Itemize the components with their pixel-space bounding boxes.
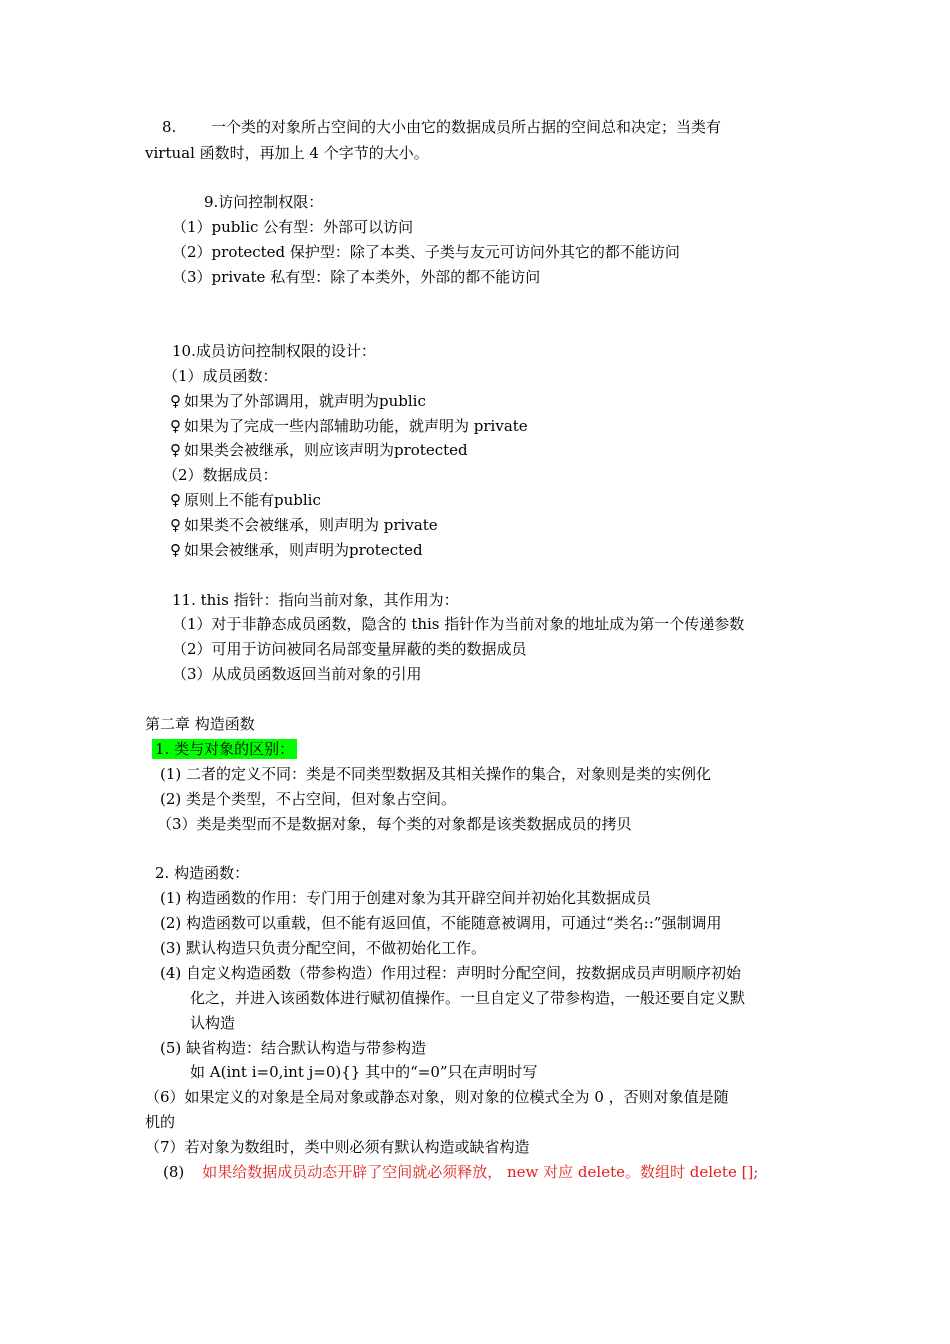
chapter-2-part-1-item: (1) 二者的定义不同：类是不同类型数据及其相关操作的集合，对象则是类的实例化 [160,765,712,783]
section-9-item: （3）private 私有型：除了本类外，外部的都不能访问 [172,268,541,286]
bullet-icon: ♀ [170,392,181,410]
list-item-text: 如果类不会被继承，则声明为 private [184,516,438,534]
code-example: 如 A(int i=0,int j=0){} 其中的“=0”只在声明时写 [190,1063,538,1081]
section-10-title: 10.成员访问控制权限的设计： [172,342,376,360]
list-item [170,490,321,510]
list-item [170,391,426,411]
section-10-subheading-member-functions: （1）成员函数： [163,367,278,385]
list-item-text: 如果类会被继承，则应该声明为protected [184,441,468,459]
bullet-icon: ♀ [170,491,181,509]
section-9-item: （2）protected 保护型：除了本类、子类与友元可访问外其它的都不能访问 [172,243,680,261]
chapter-2-part-2-heading: 2. 构造函数： [155,864,250,882]
section-9-title: 9.访问控制权限： [204,193,324,211]
red-warning-text: 如果给数据成员动态开辟了空间就必须释放， new 对应 delete。数组时 delete []; [202,1163,759,1181]
bullet-icon: ♀ [170,417,181,435]
section-11-item: （2）可用于访问被同名局部变量屏蔽的类的数据成员 [172,640,527,658]
section-11-item: （3）从成员函数返回当前对象的引用 [172,665,422,683]
list-item-text: 如果会被继承，则声明为protected [184,541,423,559]
chapter-2-part-1-item: (2) 类是个类型，不占空间，但对象占空间。 [160,790,457,808]
list-item [170,515,438,535]
chapter-2-part-2-item: (1) 构造函数的作用：专门用于创建对象为其开辟空间并初始化其数据成员 [160,889,652,907]
section-11-item: （1）对于非静态成员函数，隐含的 this 指针作为当前对象的地址成为第一个传递参数 [172,615,745,633]
section-9-item: （1）public 公有型：外部可以访问 [172,218,414,236]
section-10-subheading-data-members: （2）数据成员： [163,466,278,484]
list-item [170,540,423,560]
chapter-2-part-2-item-continuation: 机的 [145,1113,176,1131]
list-item-text: 原则上不能有public [184,491,321,509]
chapter-2-part-2-item-continuation: 认构造 [190,1014,236,1032]
chapter-2-part-1-item: （3）类是类型而不是数据对象，每个类的对象都是该类数据成员的拷贝 [157,815,632,833]
list-item [170,440,468,460]
chapter-2-part-2-item: (5) 缺省构造：结合默认构造与带参构造 [160,1039,427,1057]
chapter-2-part-2-item [163,1162,758,1182]
list-item [170,416,528,436]
section-8-line-2: virtual 函数时，再加上 4 个字节的大小。 [145,144,429,162]
chapter-2-part-2-item: （7）若对象为数组时，类中则必须有默认构造或缺省构造 [145,1138,530,1156]
chapter-2-part-2-item-continuation: 化之，并进入该函数体进行赋初值操作。一旦自定义了带参构造，一般还要自定义默 [190,989,746,1007]
highlighted-heading [152,739,297,759]
chapter-2-part-2-item: (2) 构造函数可以重载，但不能有返回值，不能随意被调用，可通过“类名::”强制调用 [160,914,722,932]
bullet-icon: ♀ [170,516,181,534]
bullet-icon: ♀ [170,541,181,559]
chapter-2-part-2-item: (4) 自定义构造函数（带参构造）作用过程：声明时分配空间，按数据成员声明顺序初始 [160,964,742,982]
bullet-icon: ♀ [170,441,181,459]
chapter-2-part-2-item: （6）如果定义的对象是全局对象或静态对象，则对象的位模式全为 0 ，否则对象值是随 [145,1088,729,1106]
section-8-number: 8. [162,118,177,136]
list-item-text: 如果为了完成一些内部辅助功能，就声明为 private [184,417,528,435]
section-11-title: 11. this 指针：指向当前对象，其作用为： [172,591,459,609]
list-item-text: 如果为了外部调用，就声明为public [184,392,426,410]
chapter-2-part-2-item: (3) 默认构造只负责分配空间，不做初始化工作。 [160,939,487,957]
section-8-line-1: 一个类的对象所占空间的大小由它的数据成员所占据的空间总和决定；当类有 [211,118,722,136]
item-number: (8) [163,1163,185,1181]
heading-highlight: 1. 类与对象的区别： [152,739,297,759]
chapter-title: 第二章 构造函数 [145,715,255,733]
